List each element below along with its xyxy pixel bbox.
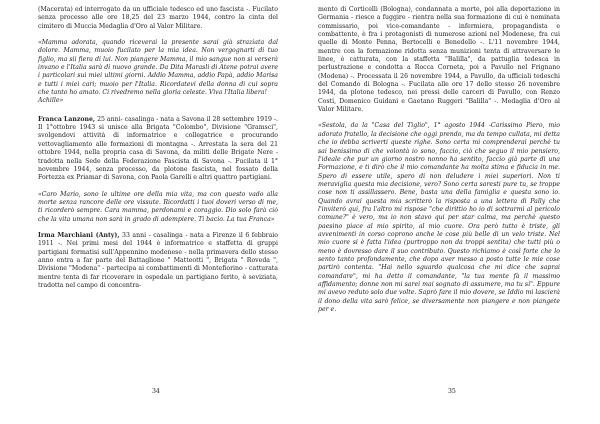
franca-letter: «Caro Mario, sono le ultime ore della mia vita, ma con questo vado alla morte senza rancore delle ore vissute. Ricordatti i tuoi doveri verso di me, ti ricorderò sempre. Cara mamma, perdonami e coraggio. Dio solo farà ciò che la vita umana non sarà in grado di adempiere. Ti bacio. La tua Franca» (38, 190, 278, 223)
page-number-right: 35 (448, 388, 456, 395)
right-page (300, 0, 600, 424)
irma-continued-paragraph: mento di Corticelli (Bologna), condannata a morte, poi alla deportazione in Germania - riesce a fuggire - rientra nella sua formazione di cui è nominata commissario, poi vice-comandante - infermiera, propagandista e combattente, è fra i protagonisti di numerose azioni nel Modenese, fra cui quelle di Monte Penna, Bertocelli e Benedello -. L'11 novembre 1944, mentre con la formazione ridotta senza munizioni tenta di attraversare le linee, è catturata, con la staffetta "Balilla", da pattuglia tedesca in perlustrazione e condotta a Rocca Corneta, poi a Pavullo nel Frignano (Modena) -. Processata il 26 novembre 1944, a Pavullo, da ufficiali tedeschi del Comando di Bologna -. Fucilata alle ore 17 dello stesso 26 novembre 1944, da plotone tedesco, nei pressi delle carceri di Pavullo, con Renzo Costi, Domenico Guidani e Gaetano Ruggeri "Balilla" -. Medaglia d'Oro al Valor Militare. (318, 6, 560, 114)
achille-letter: «Mamma adorata, quando riceverai la presente sarai già straziata dal dolore. Mamma, muoio fucilato per la mia idea. Non vergognarti di tuo figlio, ma sii fiera di lui. Non piangere Mamma, il mio sangue non si verserà invano e l'Italia sarà di nuovo grande. Da Dita Marasli di Atene potrai avere i particolari sui miei ultimi giorni. Addio Mamma, addio Papà, addio Marisa e tutti i miei cari; muoio per l'Italia. Ricordatevi della donna di cui sopra che tanto ho amato. Ci rivedremo nella gloria celeste. Viva l'Italia libera! (38, 39, 278, 97)
achille-signature: Achille» (38, 97, 64, 105)
page-number-left: 34 (152, 388, 160, 395)
irma-marchiani-text: 33 anni - casalinga - nata a Firenze il 6 febbraio 1911 -. Nei primi mesi del 1944 è informatrice e staffetta di gruppi partigiani formatisi sull'Appennino modenese - nella primavera dello stesso anno entra a far parte del Battaglione " Matteotti ", Brigata " Roveda ", Divisione "Modena" - partecipa ai combattimenti di Montefiorino - catturata mentre tenta di far ricoverare in ospedale un partigiano ferito, è seviziata, tradotta nel campo di concentra- (38, 231, 279, 289)
irma-letter: «Sestola, da la "Casa del Tiglio", 1° agosto 1944 -Carissimo Piero, mio adorato fratello, la decisione che oggi prendo, ma da tempo cullata, mi detta che io debba scriverti queste righe. Sono certa mi comprenderai perchè tu sai benissimo di che volontà io sono, faccio, ciò che seguo il mio pensiero, l'ideale che pur un giorno nostro nonno ha sentito, faccio già parte di una Formazione, e ti dirò che il mio comandante ha molta stima e fiducia in me. Spero di essere utile, spero di non deludere i miei superiori. Non ti meraviglia questa mia decisione, vero? Sono certa saresti pure tu, se troppe cose non ti assillassero. Bene, basta una della famiglia e questa sono io. Quando avrai questa mia scritterò la risposta a una lettera di Pally che l'inviterò qui, fra l'altro mi rispose "che dirittio ho io di sottrarmi al pericolo comune?" è vero, ma io non stavo qui per star calma, ma perchè questo paesino piace al mio spirito, al mio cuore. Ora però tutto è triste, gli avvenimenti in corso coprono anche le cose più belle di un velo triste. Nel mio cuore si è fatta l'idea (purtroppo non da troppi sentita) che tutti più o meno è dovresso dare il suo contributo. Questo richiamo è così forte che lo sento tanto profondamente, che dopo aver messo a posto tutte le mie cose partirò contenta. "Hai nello sguardo qualcosa che mi dice che saprai comandare", mi ha detto il comandante, "la tua mente fà il massimo affidamento; donne non mi sarei mai sognato di assumere, ma tu sì". Eppure mi avevo reduto solo due volte. Saprò fare il mio dovere, se Iddio mi lascierà il dono della vita sarò felice, se diversamente non piangere e non piangete per e. (318, 122, 560, 314)
irma-marchiani-name: Irma Marchiani (Anty), (38, 231, 120, 239)
franca-lanzone-name: Franca Lanzone, (38, 115, 96, 123)
left-intro-paragraph: (Macerata) ed interrogato da un ufficiale tedesco ed uno fascista -. Fucilato senza processo alle ore 18,25 del 23 marzo 1944, contro la cinta del cimitero di Muccia Medaglia d'Oro al Valor Militare. (38, 6, 278, 30)
franca-lanzone-text: 25 anni- casalinga - nata a Savona il 28 settembre 1919 -. Il 1°ottobre 1943 si unisce alla Brigata "Colombo", Divisione "Gramsci", svolgendovi attività di informatrice e collegatrice e procurando vettovagliamento alle formazioni di montagna -. Arrestata la sera del 21 ottobre 1944, nella propria casa di Savona, da militi delle Brigate Nere - tradotta nella Sede della Federazione Fascista di Savona -. Fucilata il 1° novembre 1944, senza processo, da plotone fascista, nel fossato della Fortezza ex Priamar di Savona, con Paola Garelli e altri quattro partigiani. (38, 115, 279, 182)
irma-marchiani-biography (38, 232, 278, 290)
franca-lanzone-biography (38, 116, 278, 183)
